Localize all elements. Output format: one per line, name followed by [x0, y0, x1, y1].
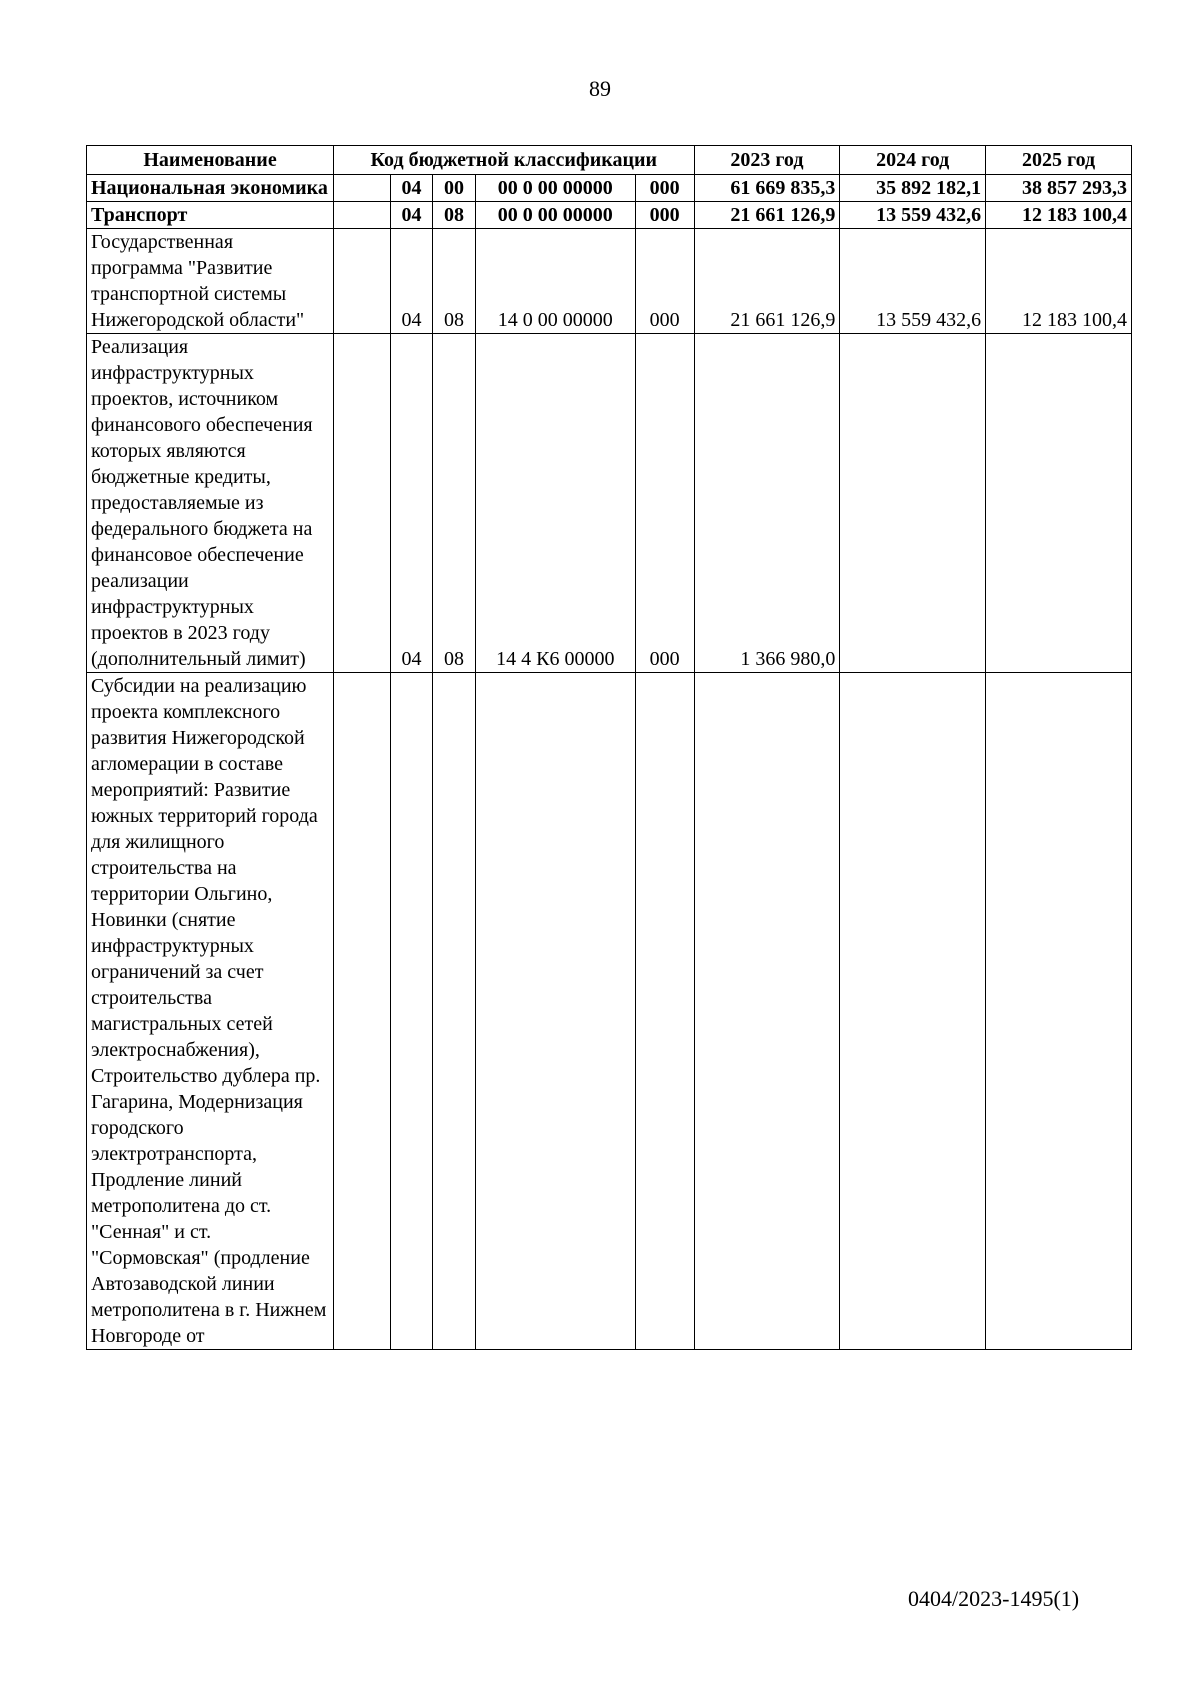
value-2025: 38 857 293,3 [986, 175, 1132, 202]
header-2023: 2023 год [694, 146, 840, 175]
code-subsection: 08 [433, 334, 476, 673]
table-row [87, 334, 1132, 673]
code-blank [334, 334, 391, 673]
code-target: 14 4 К6 00000 [475, 334, 635, 673]
value-2024: 35 892 182,1 [840, 175, 986, 202]
page-number: 89 [589, 76, 611, 101]
row-name: Субсидии на реализацию проекта комплексного развития Нижегородской агломерации в составе мероприятий: Развитие южных территорий города для жилищного строительства на территории Ольгино, Новинки (снятие инфраструктурных ограничений за счет строительства магистральных сетей электроснабжения), Строительство дублера пр. Гагарина, Модернизация городского электротранспорта, Продление линий метрополитена до ст. "Сенная" и ст. "Сормовская" (продление Автозаводской линии метрополитена в г. Нижнем Новгороде от [87, 673, 334, 1350]
code-type [635, 673, 694, 1350]
row-name: Национальная экономика [87, 175, 334, 202]
header-name: Наименование [87, 146, 334, 175]
value-2023: 61 669 835,3 [694, 175, 840, 202]
table-row [87, 229, 1132, 334]
value-2025: 12 183 100,4 [986, 229, 1132, 334]
code-section: 04 [390, 229, 433, 334]
row-name: Транспорт [87, 202, 334, 229]
value-2024 [840, 334, 986, 673]
value-2024 [840, 673, 986, 1350]
code-blank [334, 673, 391, 1350]
table-row [87, 175, 1132, 202]
code-target: 14 0 00 00000 [475, 229, 635, 334]
code-type: 000 [635, 229, 694, 334]
table-row [87, 202, 1132, 229]
value-2023: 21 661 126,9 [694, 202, 840, 229]
code-blank [334, 175, 391, 202]
value-2023 [694, 673, 840, 1350]
table-row [87, 673, 1132, 1350]
budget-table [86, 145, 1132, 1350]
code-subsection: 00 [433, 175, 476, 202]
code-section [390, 673, 433, 1350]
code-type: 000 [635, 175, 694, 202]
code-section: 04 [390, 175, 433, 202]
code-blank [334, 202, 391, 229]
header-2025: 2025 год [986, 146, 1132, 175]
row-name: Реализация инфраструктурных проектов, источником финансового обеспечения которых являются бюджетные кредиты, предоставляемые из федерального бюджета на финансовое обеспечение реализации инфраструктурных проектов в 2023 году (дополнительный лимит) [87, 334, 334, 673]
code-blank [334, 229, 391, 334]
document-code: 0404/2023-1495(1) [908, 1586, 1080, 1611]
code-target: 00 0 00 00000 [475, 202, 635, 229]
code-subsection: 08 [433, 202, 476, 229]
code-type: 000 [635, 202, 694, 229]
code-target [475, 673, 635, 1350]
value-2025: 12 183 100,4 [986, 202, 1132, 229]
code-subsection [433, 673, 476, 1350]
value-2025 [986, 334, 1132, 673]
code-subsection: 08 [433, 229, 476, 334]
value-2025 [986, 673, 1132, 1350]
value-2024: 13 559 432,6 [840, 202, 986, 229]
value-2023: 1 366 980,0 [694, 334, 840, 673]
row-name: Государственная программа "Развитие транспортной системы Нижегородской области" [87, 229, 334, 334]
code-section: 04 [390, 202, 433, 229]
header-code: Код бюджетной классификации [334, 146, 694, 175]
code-type: 000 [635, 334, 694, 673]
code-target: 00 0 00 00000 [475, 175, 635, 202]
value-2023: 21 661 126,9 [694, 229, 840, 334]
value-2024: 13 559 432,6 [840, 229, 986, 334]
header-row [87, 146, 1132, 175]
code-section: 04 [390, 334, 433, 673]
header-2024: 2024 год [840, 146, 986, 175]
